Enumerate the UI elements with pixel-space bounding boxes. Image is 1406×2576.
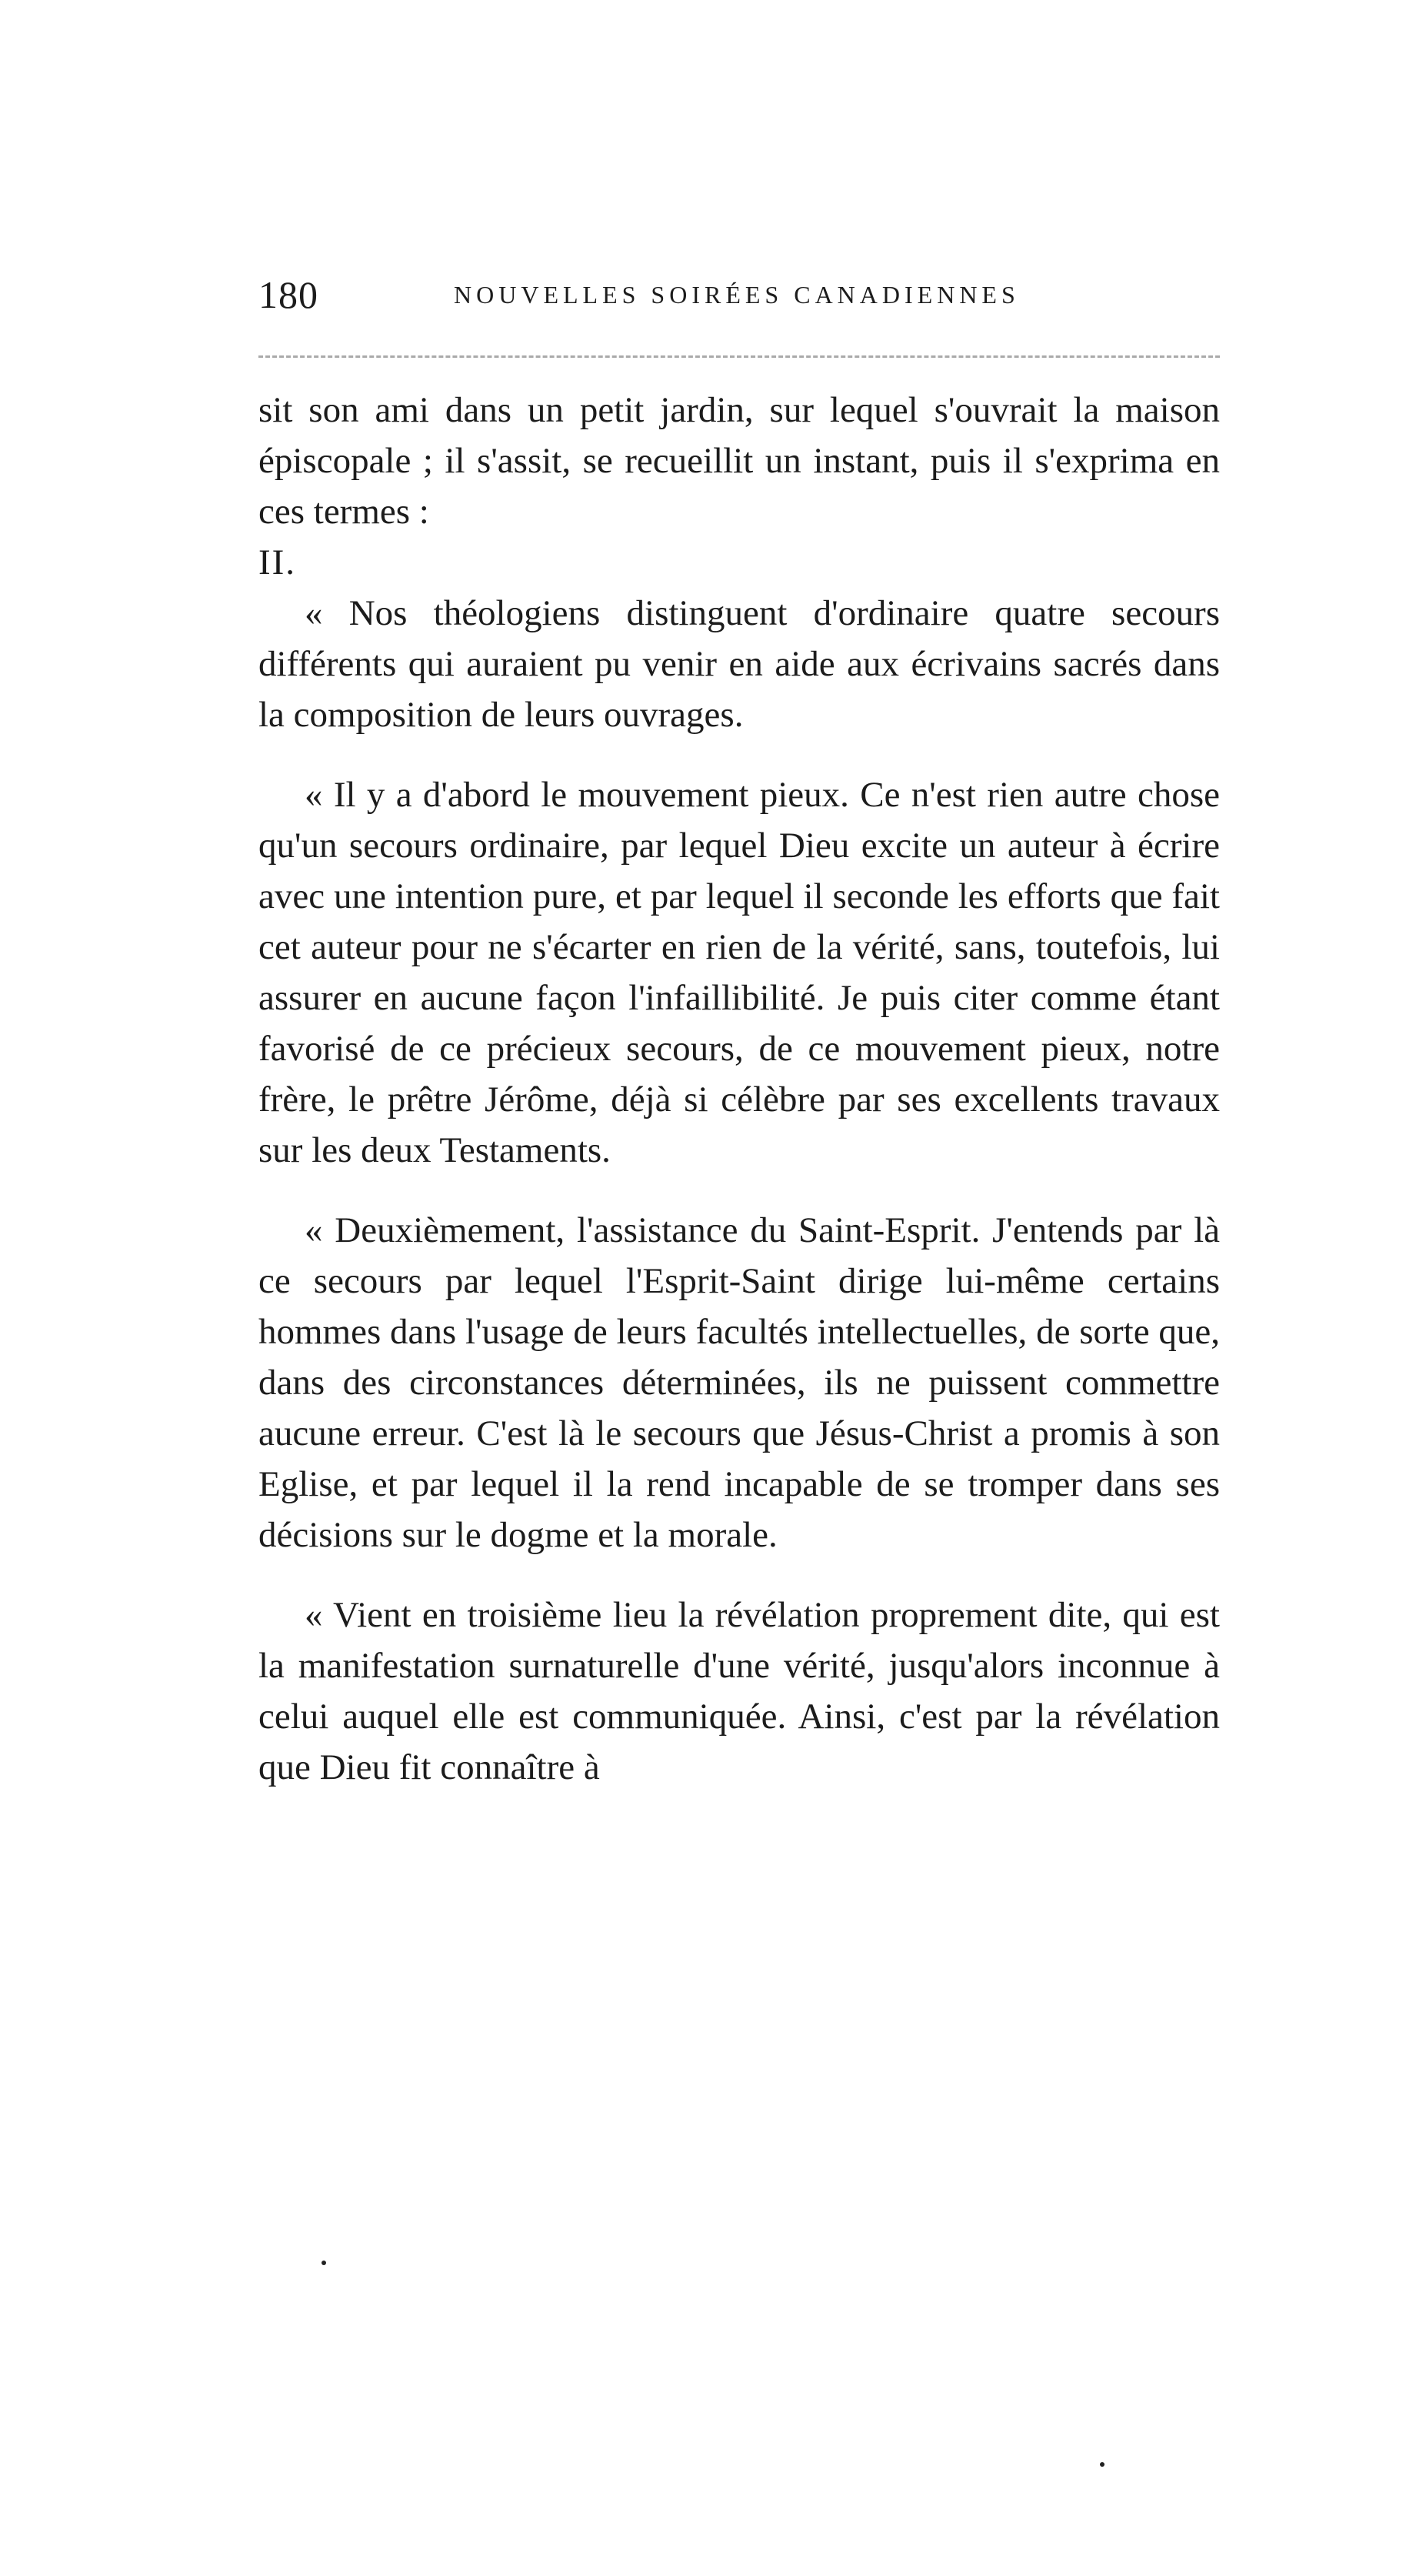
scan-speck [1100,2462,1104,2467]
running-title: NOUVELLES SOIRÉES CANADIENNES [454,281,1020,309]
opening-paragraph: sit son ami dans un petit jardin, sur lequel s'ouvrait la maison épiscopale ; il s'assit, se recueillit un instant, puis il s'exprima en ces termes : [258,390,1220,532]
page-number: 180 [258,273,318,316]
section-numeral: II. [258,542,297,582]
scan-speck [322,2261,326,2265]
paragraph-holy-spirit-assistance: « Deuxièmement, l'assistance du Saint-Esprit. J'entends par là ce secours par lequel l'Esprit-Saint dirige lui-même certains hommes dans l'usage de leurs facultés intellectuelles, de sorte que, dans des circonstances déterminées, ils ne puissent commettre aucune erreur. C'est là le secours que Jésus-Christ a promis à son Eglise, et par lequel il la rend incapable de se tromper dans ses décisions sur le dogme et la morale. [258,1210,1220,1555]
running-head [258,268,1220,322]
paragraph-revelation: « Vient en troisième lieu la révélation proprement dite, qui est la manifestation surnaturelle d'une vérité, jusqu'alors inconnue à celui auquel elle est communiquée. Ainsi, c'est par la révélation que Dieu fit connaître à [258,1595,1220,1787]
paragraph-pious-movement: « Il y a d'abord le mouvement pieux. Ce n'est rien autre chose qu'un secours ordinaire, par lequel Dieu excite un auteur à écrire avec une intention pure, et par lequel il seconde les efforts que fait cet auteur pour ne s'écarter en rien de la vérité, sans, toutefois, lui assurer en aucune façon l'infaillibilité. Je puis citer comme étant favorisé de ce précieux secours, de ce mouvement pieux, notre frère, le prêtre Jérôme, déjà si célèbre par ses excellents travaux sur les deux Testaments. [258,775,1220,1170]
header-rule [258,355,1220,358]
body-text [258,385,1220,1793]
paragraph-four-aids: « Nos théologiens distinguent d'ordinaire quatre secours différents qui auraient pu venir en aide aux écrivains sacrés dans la composition de leurs ouvrages. [258,593,1220,735]
